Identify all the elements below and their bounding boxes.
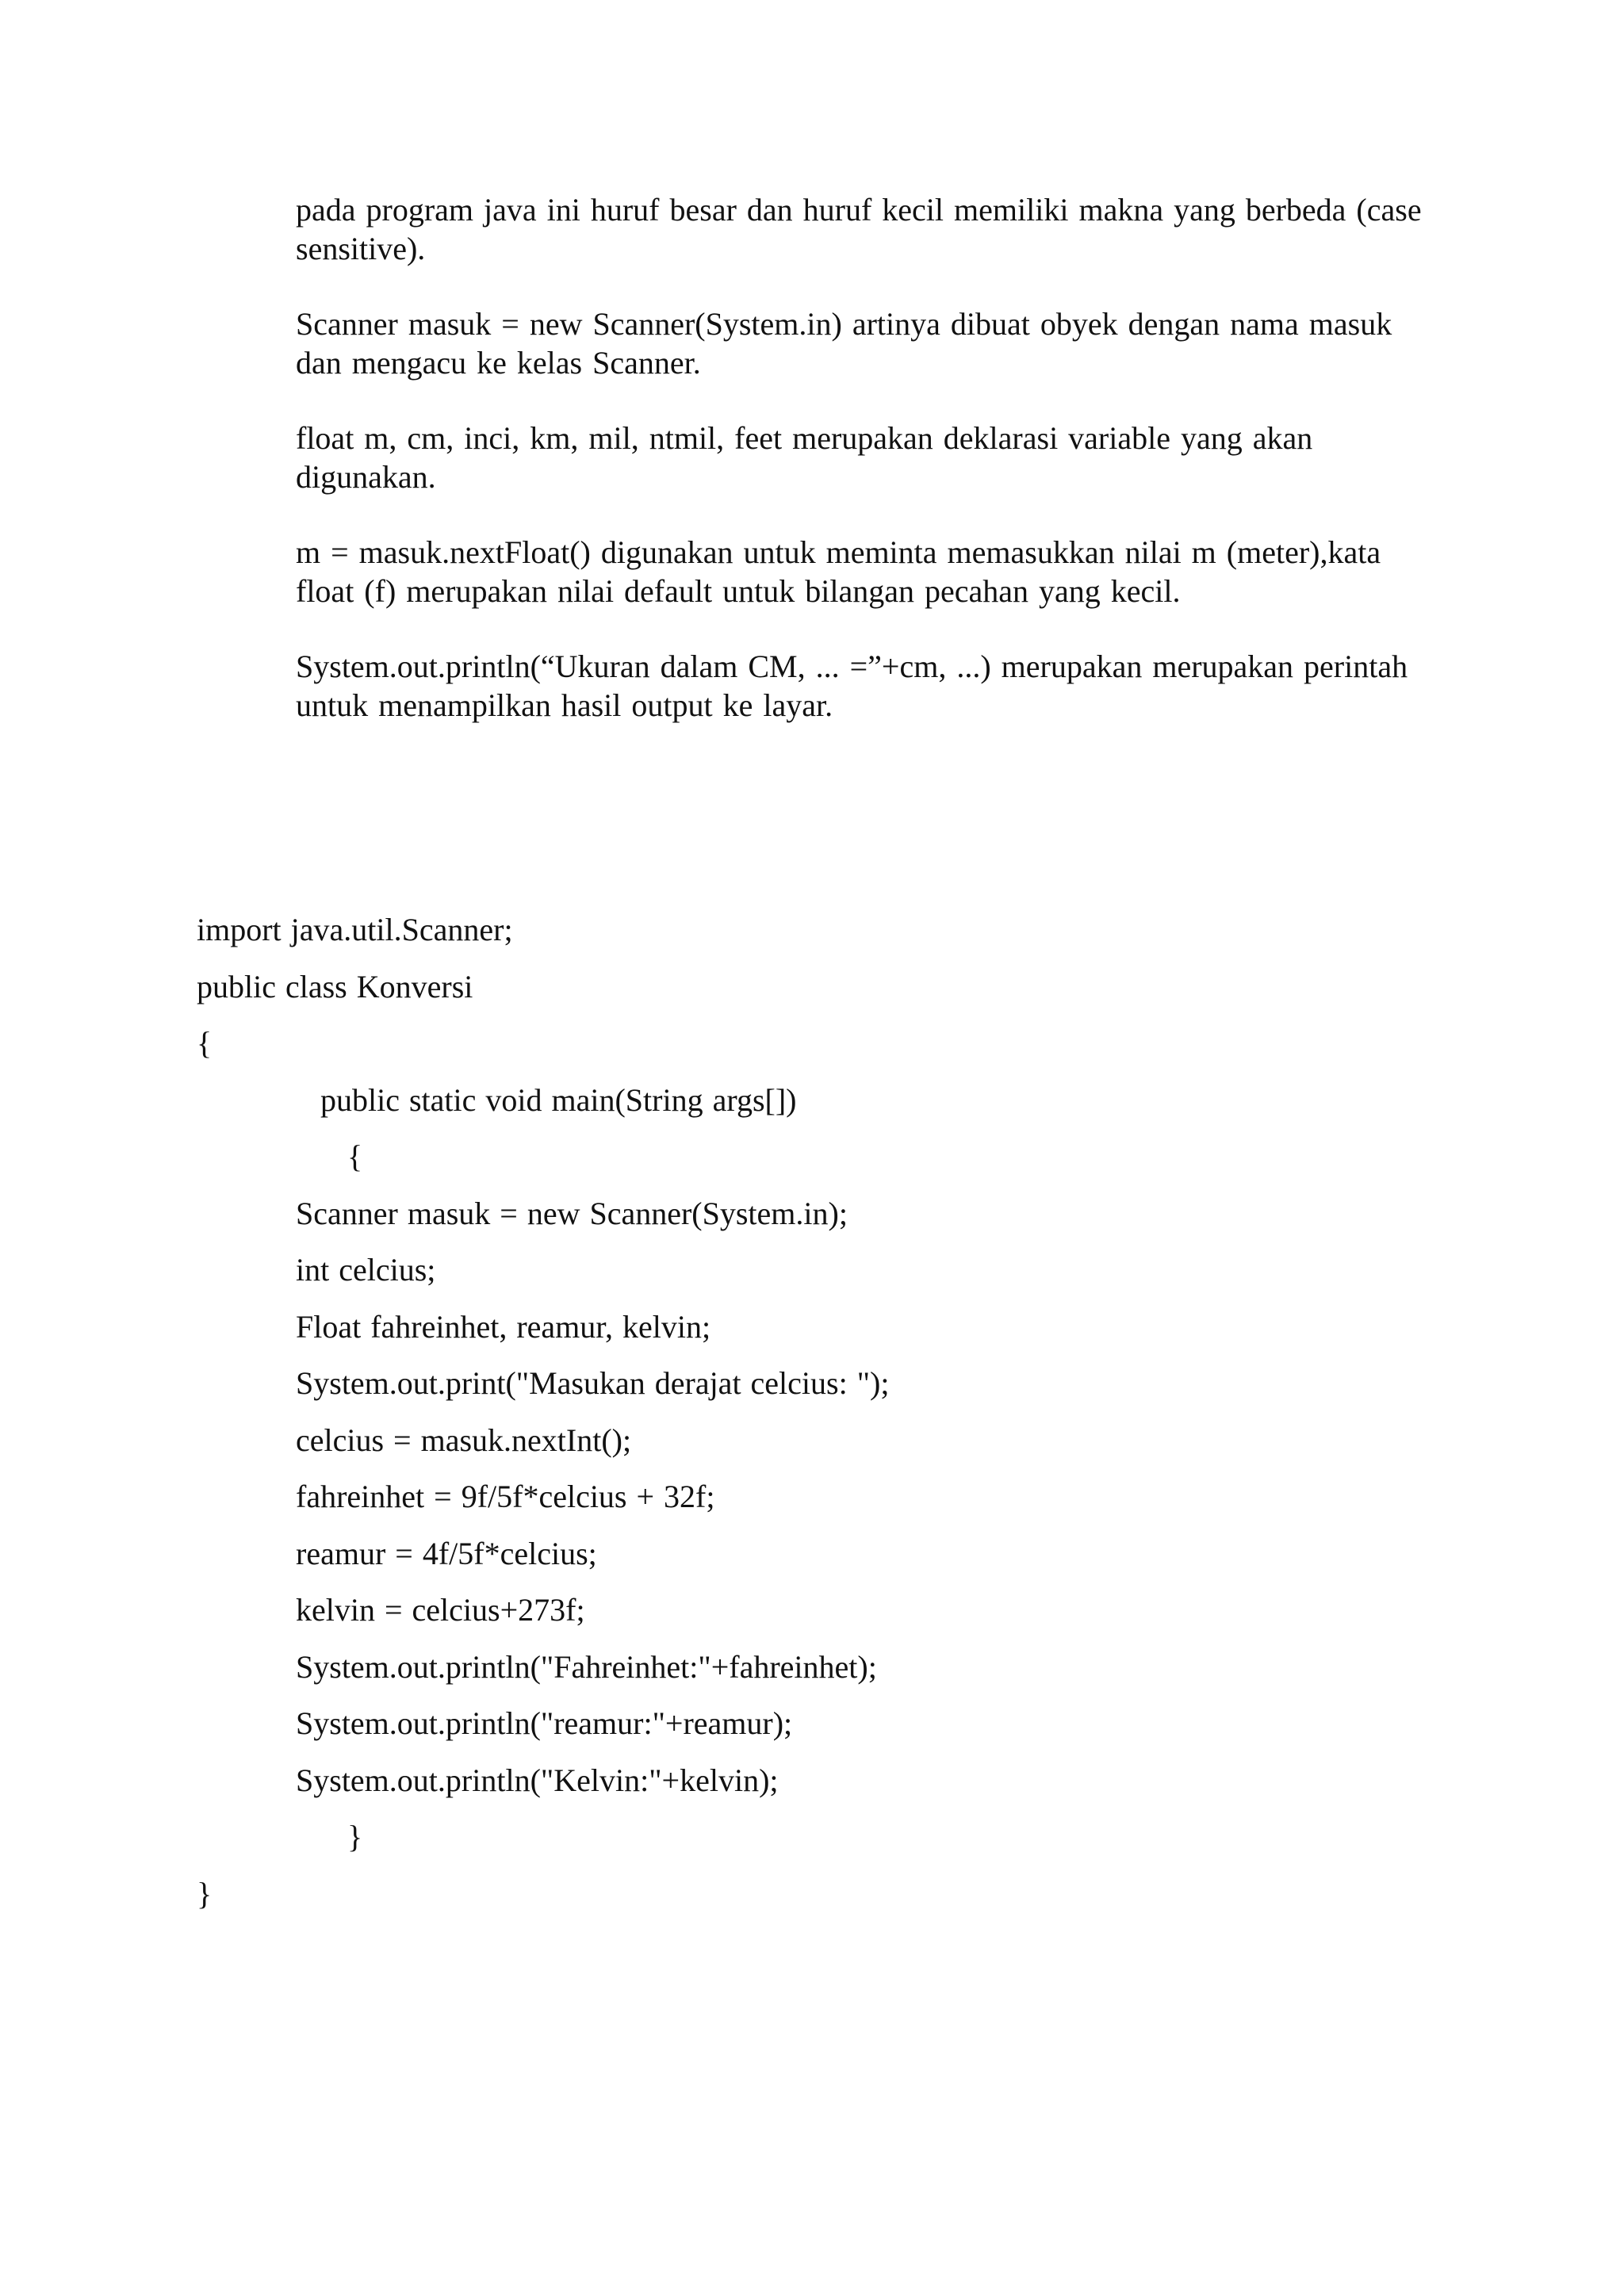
code-line-println-kelvin: System.out.println("Kelvin:"+kelvin);	[296, 1762, 779, 1798]
code-line-read-celcius: celcius = masuk.nextInt();	[296, 1422, 632, 1458]
code-line-reamur: reamur = 4f/5f*celcius;	[296, 1536, 597, 1571]
paragraph-scanner: Scanner masuk = new Scanner(System.in) artinya dibuat obyek dengan nama masuk dan mengacu ke kelas Scanner.	[296, 306, 1392, 381]
explanation-section	[296, 190, 1431, 761]
code-line-print-prompt: System.out.print("Masukan derajat celcius: ");	[296, 1365, 890, 1401]
code-line-main-open-brace: {	[347, 1138, 363, 1174]
code-line-main-close-brace: }	[347, 1819, 363, 1854]
code-line-println-fahreinhet: System.out.println("Fahreinhet:"+fahreinhet);	[296, 1649, 877, 1685]
paragraph-println: System.out.println(“Ukuran dalam CM, ... =”+cm, ...) merupakan merupakan perintah untuk menampilkan hasil output ke layar.	[296, 649, 1408, 723]
code-line-scanner: Scanner masuk = new Scanner(System.in);	[296, 1196, 848, 1231]
code-line-import: import java.util.Scanner;	[197, 912, 513, 947]
paragraph-case-sensitive: pada program java ini huruf besar dan huruf kecil memiliki makna yang berbeda (case sensitive).	[296, 192, 1422, 266]
paragraph-nextfloat: m = masuk.nextFloat() digunakan untuk meminta memasukkan nilai m (meter),kata float (f) merupakan nilai default untuk bilangan pecahan yang kecil.	[296, 534, 1381, 609]
code-line-main: public static void main(String args[])	[320, 1082, 797, 1118]
code-line-kelvin: kelvin = celcius+273f;	[296, 1592, 585, 1628]
code-line-println-reamur: System.out.println("reamur:"+reamur);	[296, 1705, 793, 1741]
paragraph-float-declaration: float m, cm, inci, km, mil, ntmil, feet merupakan deklarasi variable yang akan digunakan.	[296, 420, 1313, 495]
code-line-close-brace: }	[197, 1876, 213, 1911]
code-line-int: int celcius;	[296, 1252, 436, 1288]
code-line-float: Float fahreinhet, reamur, kelvin;	[296, 1309, 711, 1345]
code-line-class: public class Konversi	[197, 969, 473, 1004]
code-line-open-brace: {	[197, 1025, 213, 1061]
code-line-fahreinhet: fahreinhet = 9f/5f*celcius + 32f;	[296, 1479, 715, 1514]
